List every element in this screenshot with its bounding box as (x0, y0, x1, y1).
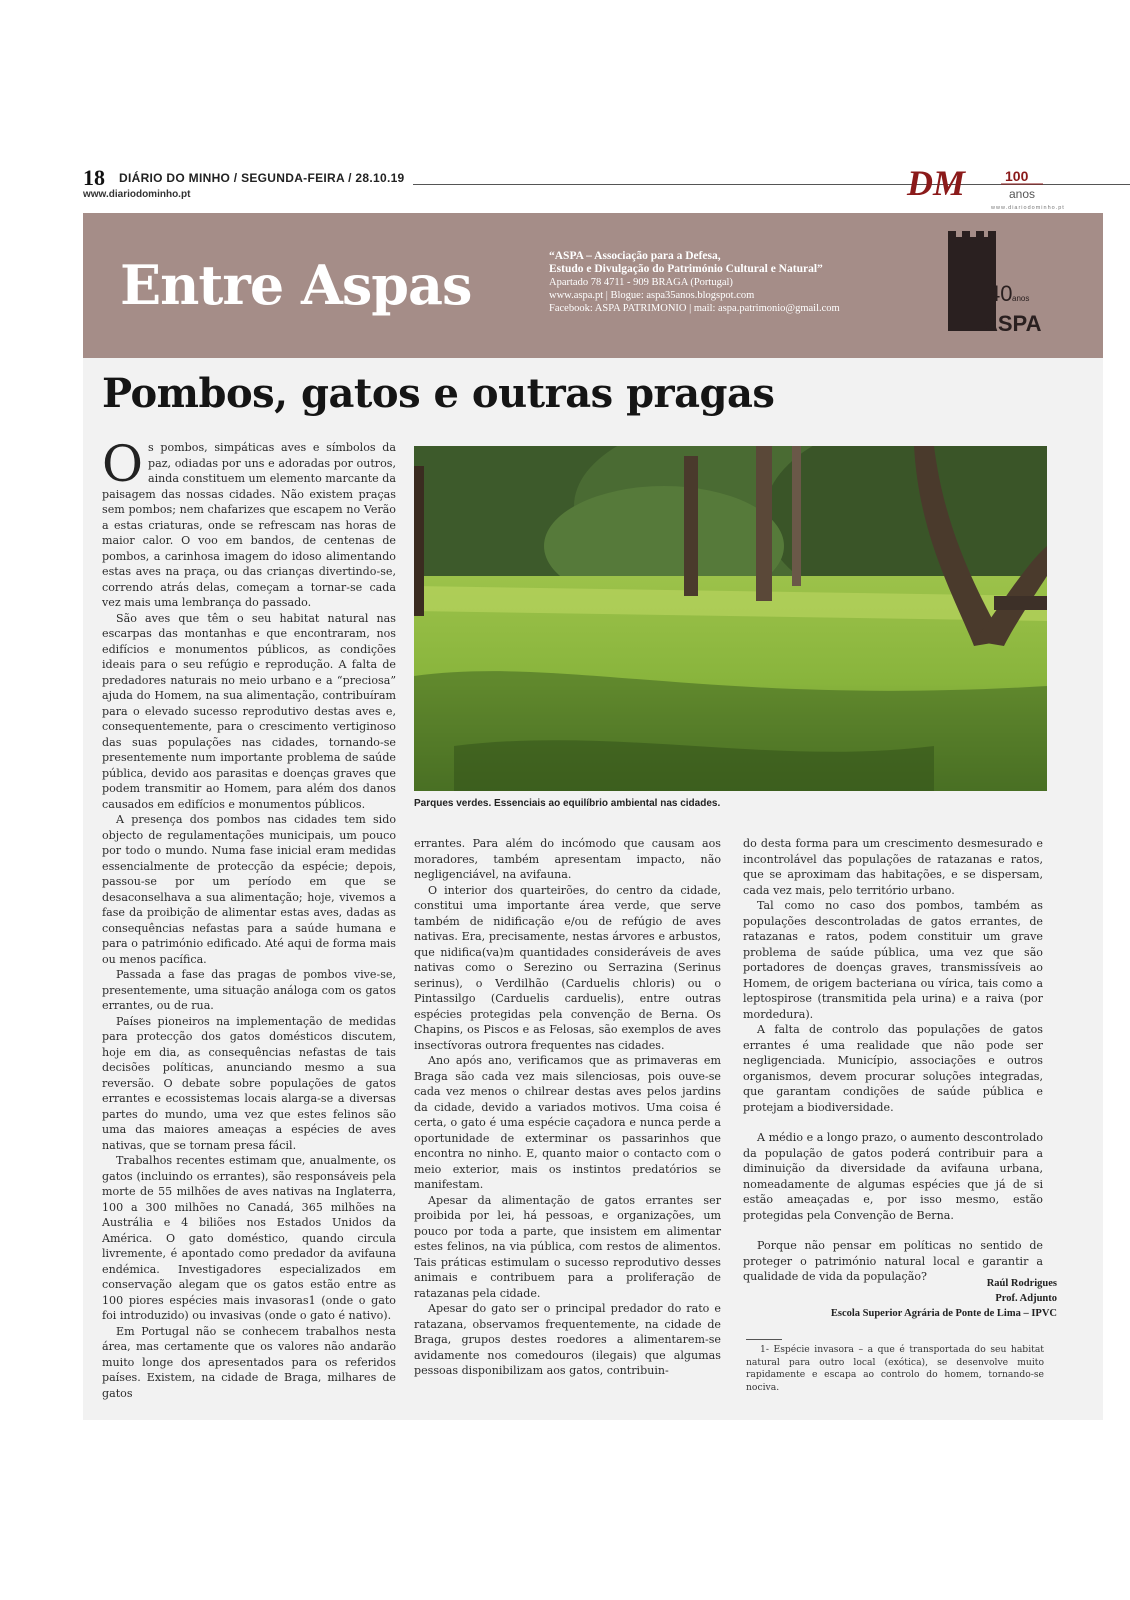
website-link[interactable]: www.diariodominho.pt (83, 189, 191, 200)
paragraph: Apesar da alimentação de gatos errantes ser proibida por lei, há pessoas, e organizações, um pouco por toda a parte, que insistem em alimentar estes felinos, na via pública, com restos de alimentos. Tais práticas estimulam o sucesso reprodutivo desses animais e contribuem para a proliferação de ratazanas pela cidade. (414, 1193, 721, 1300)
paragraph: Passada a fase das pragas de pombos vive-se, presentemente, uma situação análoga com os gatos errantes, ou de rua. (102, 968, 396, 1012)
aspa-logo (938, 227, 1048, 337)
paragraph: errantes. Para além do incómodo que causam aos moradores, também apresentam impacto, não negligenciável, na avifauna. (414, 837, 721, 881)
paragraph: Trabalhos recentes estimam que, anualmente, os gatos (incluindo os errantes), são responsáveis pela morte de 55 milhões de aves nativas na Inglaterra, 100 a 300 milhões no Canadá, 365 milhões na Austrália e 4 biliões nos Estados Unidos da América. O gato doméstico, quando circula livremente, é apontado como predador da avifauna endémica. Investigadores especializados em conservação alegam que os gatos estão entre as 100 piores espécies mais invasoras1 (onde o gato foi introduzido) ou invasivas (onde o gato é nativo). (102, 1154, 396, 1322)
footnote-text: 1- Espécie invasora – a que é transportada do seu habitat natural para outro local (exótica), se desenvolve muito rapidamente e escapa ao controlo do homem, tornando-se nociva. (746, 1344, 1044, 1393)
article-column-1 (102, 435, 396, 1401)
footnote-rule (746, 1339, 782, 1340)
article-headline: Pombos, gatos e outras pragas (102, 370, 775, 417)
author-institution: Escola Superior Agrária de Ponte de Lima – IPVC (830, 1308, 1057, 1319)
paragraph: Em Portugal não se conhecem trabalhos nesta área, mas certamente que os valores não andarão muito longe dos apresentados para os referidos países. Existem, na cidade de Braga, milhares de gatos (102, 1324, 396, 1400)
logo-url: www.diariodominho.pt (991, 205, 1065, 211)
paragraph: A presença dos pombos nas cidades tem sido objecto de regulamentações municipais, um pouco por todo o mundo. Numa fase inicial eram medidas essencialmente de protecção da espécie; depois, passou-se por um período em que se desaconselhava a sua alimentação; hoje, vivemos a fase da proibição de alimentar estas aves, dadas as consequências nefastas para a saúde humana e para o património edificado. Até aqui de forma mais ou menos pacífica. (102, 813, 396, 966)
paragraph: do desta forma para um crescimento desmesurado e incontrolável das populações de ratazanas e ratos, que se aproximam das habitações, e se dispersam, cada vez mais, pelo território urbano. (743, 837, 1043, 897)
paragraph: O interior dos quarteirões, do centro da cidade, constitui uma importante área verde, que serve também de nidificação e/ou de refúgio de aves nativas. Era, precisamente, nestas árvores e arbustos, que nidifica(va)m quantidades consideráveis de aves nativas como o Serezino ou Serrazina (Serinus serinus), o Verdilhão (Carduelis chloris) ou o Pintassilgo (Carduelis carduelis), entre outras espécies protegidas pela convenção de Berna. Os Chapins, os Piscos e as Felosas, são exemplos de aves insectívoras outrora frequentes nas cidades. (414, 883, 721, 1052)
diario-do-minho-logo (905, 161, 1065, 213)
paragraph: A médio e a longo prazo, o aumento descontrolado da população de gatos poderá contribuir para a diminuição da diversidade da avifauna urbana, nomeadamente de algumas espécies que já de si estão ameaçadas e, por isso mesmo, estão protegidas pela Convenção de Berna. (743, 1131, 1043, 1222)
publication-line: DIÁRIO DO MINHO / SEGUNDA-FEIRA / 28.10.19 (119, 171, 405, 185)
aspa-info (549, 250, 840, 315)
author-title: Prof. Adjunto (995, 1293, 1057, 1304)
org-address: Apartado 78 4711 - 909 BRAGA (Portugal) (549, 277, 733, 288)
org-social[interactable]: Facebook: ASPA PATRIMONIO | mail: aspa.patrimonio@gmail.com (549, 303, 840, 314)
page-header (83, 163, 1103, 211)
org-web[interactable]: www.aspa.pt | Blogue: aspa35anos.blogspot.com (549, 290, 755, 301)
article-column-2 (414, 836, 721, 1379)
park-photo (414, 446, 1047, 791)
org-name-line1: “ASPA – Associação para a Defesa, (549, 250, 721, 262)
paragraph: Países pioneiros na implementação de medidas para protecção dos gatos domésticos discutem, hoje em dia, as consequências nefastas de tais decisões políticas, anunciando mesmo a sua reversão. O debate sobre populações de gatos errantes e ecossistemas locais alarga-se a diversas partes do mundo, uma vez que estes felinos são uma das maiores ameaças a espécies de aves nativas, que se tornam presa fácil. (102, 1014, 396, 1152)
section-header (83, 213, 1103, 358)
paragraph: Porque não pensar em políticas no sentido de proteger o património natural local e garantir a qualidade de vida da população? (743, 1239, 1043, 1283)
paragraph: Ano após ano, verificamos que as primaveras em Braga são cada vez mais silenciosas, pois ouve-se cada vez menos o chilrear destas aves pelos jardins da cidade, devido a variados motivos. Uma coisa é certa, o gato é uma espécie caçadora e nunca perde a oportunidade de exterminar os passarinhos que encontra no ninho. E, quanto maior o contacto com o meio exterior, mais os instintos predatórios se manifestam. (414, 1054, 721, 1191)
aspa-years-label: anos (1012, 294, 1030, 303)
logo-suffix: anos (1009, 187, 1036, 201)
photo-caption: Parques verdes. Essenciais ao equilíbrio ambiental nas cidades. (414, 798, 721, 809)
paragraph: Apesar do gato ser o principal predador do rato e ratazana, observamos frequentemente, na cidade de Braga, grupos destes roedores a alimentarem-se avidamente nos comedouros (ilegais) que algumas pessoas disponibilizam aos gatos, contribuin- (414, 1302, 721, 1377)
author-signature (831, 1276, 1057, 1321)
paragraph: Tal como no caso dos pombos, também as populações descontroladas de gatos errantes, de ratazanas e ratos, podem constituir um grave problema de saúde pública, uma vez que são portadores de doenças graves, transmissíveis ao Homem, de origem bacteriana ou vírica, tais como a leptospirose (transmitida pela urina) e a raiva (por mordedura). (743, 899, 1043, 1021)
article (83, 358, 1103, 1420)
logo-letters: DM (907, 163, 966, 203)
paragraph: São aves que têm o seu habitat natural nas escarpas das montanhas e que encontraram, nos edifícios e monumentos públicos, as condições ideais para o seu refúgio e reprodução. A falta de predadores naturais no meio urbano e a “preciosa” ajuda do Homem, na sua alimentação, contribuíram para o elevado sucesso reprodutivo destas aves e, consequentemente, para o crescimento vertiginoso das suas populações nas cidades, tornando-se presentemente num importante problema de saúde pública, devido aos parasitas e doenças graves que podem transmitir ao Homem, para além dos danos causados em edifícios e monumentos públicos. (102, 611, 396, 811)
paragraph: s pombos, simpáticas aves e símbolos da paz, odiadas por uns e adoradas por outros, ainda constituem um elemento marcante da paisagem das nossas cidades. Não existem praças sem pombos; nem chafarizes que escapem no Verão a estas criaturas, onde se refrescam nas horas de maior calor. O voo em bandos, de centenas de pombos, a carinhosa imagem do idoso alimentando estas aves na praça, ou das crianças divertindo-se, correndo atrás delas, começam a tornar-se cada vez mais uma lembrança do passado. (102, 441, 396, 609)
logo-badge: 100 (1005, 168, 1029, 184)
paragraph: A falta de controlo das populações de gatos errantes é uma realidade que não pode ser negligenciada. Município, associações e outros organismos, devem procurar soluções integradas, que garantam condições de saúde pública e protejam a biodiversidade. (743, 1023, 1043, 1114)
article-column-3 (743, 836, 1043, 1285)
footnote (746, 1344, 1044, 1394)
section-title: Entre Aspas (120, 253, 472, 317)
author-name: Raúl Rodrigues (986, 1278, 1057, 1289)
page-number: 18 (83, 165, 105, 190)
aspa-name: ASPA (982, 311, 1042, 336)
aspa-years: 40 (988, 281, 1013, 306)
park-image (414, 446, 1047, 791)
org-name-line2: Estudo e Divulgação do Património Cultural e Natural” (549, 263, 823, 275)
drop-cap: O (102, 435, 143, 493)
